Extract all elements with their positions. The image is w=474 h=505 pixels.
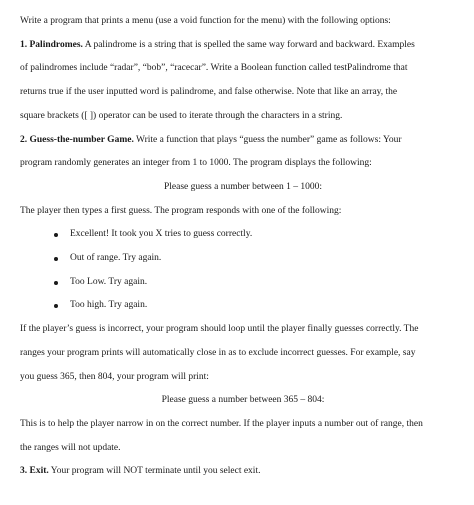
- palindromes-line-2: of palindromes include “radar”, “bob”, “racecar”. Write a Boolean function called testPalindrome that: [20, 63, 408, 74]
- guess-text-1: Write a function that plays “guess the number” game as follows: Your: [133, 134, 402, 145]
- guess-prompt-1: Please guess a number between 1 – 1000:: [163, 181, 323, 192]
- list-item: Too Low. Try again.: [54, 271, 466, 295]
- after-line-2: ranges your program prints will automatically close in as to exclude incorrect guesses. For example, say: [20, 347, 416, 358]
- list-item: Too high. Try again.: [54, 294, 466, 318]
- palindromes-line-3: returns true if the user inputted word is palindrome, and false otherwise. Note that like an array, the: [20, 87, 398, 98]
- guess-line-1: [20, 129, 466, 153]
- list-item: Excellent! It took you X tries to guess correctly.: [54, 223, 466, 247]
- exit-heading: 3. Exit.: [20, 466, 49, 477]
- responses-list: [20, 223, 466, 318]
- palindromes-heading: 1. Palindromes.: [20, 39, 83, 50]
- after-line-3: you guess 365, then 804, your program will print:: [20, 371, 209, 382]
- exit-text: Your program will NOT terminate until you select exit.: [48, 466, 261, 477]
- section-guess-game: [20, 129, 466, 461]
- responses-intro: The player then types a first guess. The program responds with one of the following:: [20, 205, 342, 216]
- guess-line-2: program randomly generates an integer from 1 to 1000. The program displays the following:: [20, 158, 372, 169]
- exit-line: [20, 460, 466, 484]
- palindromes-line-4: square brackets ([ ]) operator can be used to iterate through the characters in a string.: [20, 110, 343, 121]
- list-item: Out of range. Try again.: [54, 247, 466, 271]
- section-palindromes: [20, 34, 466, 129]
- after-line-1: If the player’s guess is incorrect, your program should loop until the player finally guesses correctly. The: [20, 324, 419, 335]
- closing-line-1: This is to help the player narrow in on the correct number. If the player inputs a number out of range, then: [20, 418, 423, 429]
- intro-text: Write a program that prints a menu (use a void function for the menu) with the following options:: [20, 16, 391, 26]
- guess-prompt-2: Please guess a number between 365 – 804:: [161, 395, 325, 406]
- closing-line-2: the ranges will not update.: [20, 442, 121, 453]
- section-exit: [20, 460, 466, 484]
- palindromes-text-1: A palindrome is a string that is spelled the same way forward and backward. Examples: [82, 39, 415, 50]
- palindromes-line-1: [20, 34, 466, 58]
- guess-heading: 2. Guess-the-number Game.: [20, 134, 134, 145]
